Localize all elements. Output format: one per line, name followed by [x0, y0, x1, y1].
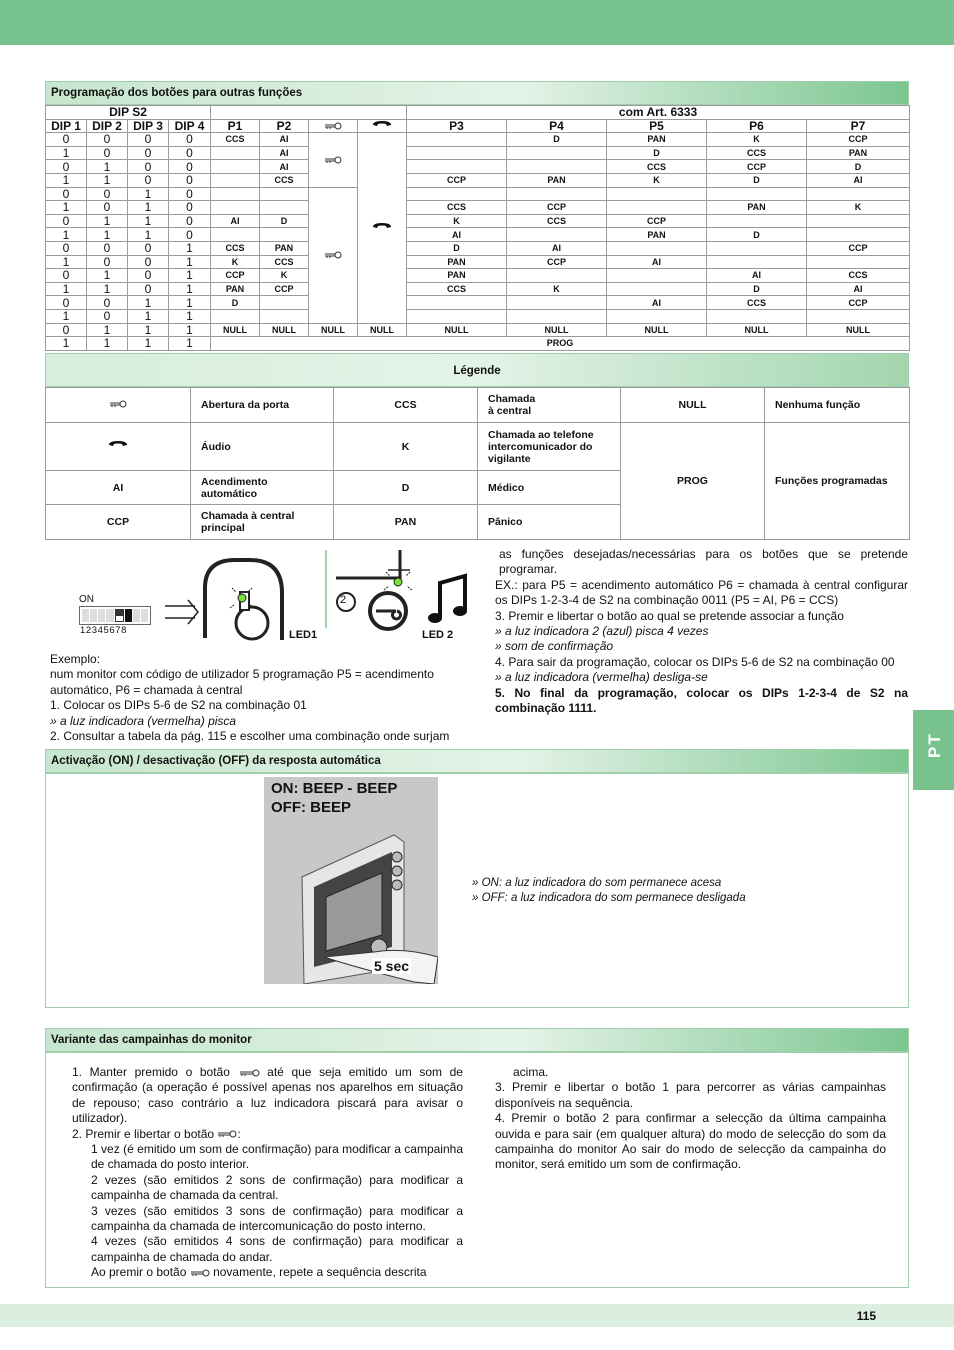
function-cell: AI	[407, 228, 507, 242]
dip-cell: 1	[169, 296, 211, 310]
key-icon	[309, 187, 358, 323]
dip-cell: 0	[46, 160, 87, 174]
column-header: DIP 2	[87, 119, 128, 133]
legend-ccp: CCP	[46, 505, 191, 540]
dip-cell: 1	[87, 323, 128, 337]
section-title: Activação (ON) / desactivação (OFF) da resposta automática	[51, 755, 381, 767]
table-row-null	[46, 323, 910, 337]
null-cell: NULL	[507, 323, 607, 337]
dip-cell: 1	[128, 228, 169, 242]
legend-d-desc: Médico	[478, 471, 621, 505]
dip-cell: 1	[169, 241, 211, 255]
table-row	[46, 309, 910, 323]
function-cell: CCP	[807, 241, 910, 255]
function-cell	[607, 309, 707, 323]
s2-1: 1 vez (é emitido um som de confirmação) para modificar a campainha de chamada do posto interior.	[91, 1142, 463, 1172]
ringtone-step1	[72, 1065, 463, 1127]
dip-cell: 0	[46, 269, 87, 283]
function-cell	[211, 173, 260, 187]
function-cell: AI	[607, 255, 707, 269]
function-cell	[607, 269, 707, 283]
function-cell	[407, 187, 507, 201]
function-cell: K	[260, 269, 309, 283]
section-title: Programação dos botões para outras funções	[51, 87, 303, 99]
function-cell: CCS	[807, 269, 910, 283]
s2-5a: Ao premir o botão	[91, 1265, 187, 1280]
table-row	[46, 282, 910, 296]
example-left	[50, 652, 468, 744]
table-row	[46, 214, 910, 228]
function-cell	[211, 160, 260, 174]
example-step1-note: » a luz indicadora (vermelha) pisca	[50, 713, 237, 728]
function-cell: AI	[260, 160, 309, 174]
dip-cell: 1	[169, 323, 211, 337]
dip-cell: 1	[128, 187, 169, 201]
table-row	[46, 187, 910, 201]
function-cell	[407, 133, 507, 147]
null-cell: NULL	[309, 323, 358, 337]
dip-switch-body	[79, 606, 151, 625]
dip-cell: 1	[46, 173, 87, 187]
dip-cell: 1	[46, 201, 87, 215]
null-cell: NULL	[407, 323, 507, 337]
function-cell: D	[707, 173, 807, 187]
function-cell: CCS	[211, 241, 260, 255]
function-cell	[507, 146, 607, 160]
legend-ai-desc: Acendimento automático	[191, 471, 334, 505]
legend-k: K	[334, 423, 478, 471]
function-cell	[507, 160, 607, 174]
function-cell	[407, 160, 507, 174]
legend-table	[45, 387, 910, 540]
example-text: num monitor com código de utilizador 5 programação P5 = acendimento automático, P6 = chamada à central	[50, 667, 434, 697]
dip-cell: 0	[128, 255, 169, 269]
function-cell	[407, 146, 507, 160]
function-cell: CCP	[707, 160, 807, 174]
function-cell: PAN	[407, 255, 507, 269]
dip-cell: 1	[169, 269, 211, 283]
function-cell	[507, 228, 607, 242]
led1-label: LED1	[289, 629, 318, 641]
example-intro: Exemplo:	[50, 652, 101, 666]
s1b: até que seja emitido um som de confirmação (a operação é possível apenas nos aparelhos em situação de repouso; caso contrário a luz indicadora piscará para avisar o utilizador).	[72, 1065, 463, 1126]
column-header: P3	[407, 119, 507, 133]
table-row	[46, 160, 910, 174]
function-cell: PAN	[607, 228, 707, 242]
language-tab-label: PT	[925, 732, 944, 758]
dip-cell: 0	[87, 255, 128, 269]
dip-cell: 0	[46, 214, 87, 228]
on-beep-label: ON: BEEP - BEEP	[271, 780, 398, 797]
ex-prefix: EX.:	[495, 577, 518, 592]
dip-cell: 1	[128, 337, 169, 351]
legend-ccs-desc: Chamada à central	[478, 388, 621, 423]
column-header: P7	[807, 119, 910, 133]
s2-5c: acima.	[513, 1065, 549, 1079]
function-cell: AI	[807, 282, 910, 296]
function-cell	[607, 187, 707, 201]
example-step2-cont: as funções desejadas/necessárias para os botões que se pretende programar.	[499, 547, 908, 577]
s2-4: 4 vezes (são emitidos 4 sons de confirmação) para modificar a campainha de chamada do andar.	[91, 1234, 463, 1264]
legend-ccp-desc: Chamada à central principal	[191, 505, 334, 540]
dip-cell: 0	[169, 187, 211, 201]
legend-prog-desc: Funções programadas	[765, 423, 910, 540]
dip-cell: 0	[87, 133, 128, 147]
dip-s2-header: DIP S2	[46, 106, 211, 120]
bottom-bar	[0, 1304, 954, 1327]
null-cell: NULL	[607, 323, 707, 337]
function-cell	[211, 309, 260, 323]
dip-cell: 1	[46, 228, 87, 242]
dip-cell: 0	[169, 173, 211, 187]
example-step3-note2: » som de confirmação	[495, 639, 614, 654]
note-on: » ON: a luz indicadora do som permanece acesa	[472, 877, 722, 889]
dip-cell: 0	[169, 160, 211, 174]
ringtones-right	[495, 1065, 886, 1173]
dip-cell: 0	[128, 133, 169, 147]
dip-cell: 1	[128, 214, 169, 228]
function-cell: CCS	[707, 296, 807, 310]
function-cell	[211, 201, 260, 215]
dip-cell: 1	[169, 282, 211, 296]
dip-switch-diagram	[77, 593, 152, 637]
function-cell: K	[211, 255, 260, 269]
function-cell	[260, 187, 309, 201]
s2-5	[72, 1265, 463, 1280]
dip-cell: 0	[169, 146, 211, 160]
dip-cell: 1	[87, 269, 128, 283]
table-row	[46, 228, 910, 242]
ringtones-left	[72, 1065, 463, 1281]
dip-cell: 1	[169, 337, 211, 351]
s1a: 1. Manter premido o botão	[72, 1065, 230, 1079]
function-cell: CCP	[607, 214, 707, 228]
function-cell	[807, 255, 910, 269]
monitor-illustration	[264, 777, 438, 984]
example-ex	[495, 578, 908, 609]
table-row	[46, 133, 910, 147]
function-cell: CCP	[407, 173, 507, 187]
s2b: :	[237, 1126, 241, 1141]
function-cell	[607, 201, 707, 215]
dip-cell: 0	[87, 187, 128, 201]
dip-cell: 0	[87, 309, 128, 323]
dip-cell: 1	[46, 146, 87, 160]
function-cell	[260, 309, 309, 323]
function-cell: CCS	[260, 173, 309, 187]
programming-table	[45, 105, 910, 351]
dip-cell: 0	[169, 228, 211, 242]
function-cell: CCS	[260, 255, 309, 269]
example-step5: 5. No final da programação, colocar os DIPs 1-2-3-4 de S2 na combinação 1111.	[495, 685, 908, 716]
section-header-programming	[45, 81, 909, 105]
dip-cell: 1	[128, 323, 169, 337]
dip-cell: 1	[87, 282, 128, 296]
function-cell	[807, 214, 910, 228]
function-cell: PAN	[507, 173, 607, 187]
function-cell: CCS	[407, 201, 507, 215]
function-cell	[607, 241, 707, 255]
dip-cell: 1	[87, 160, 128, 174]
section-title: Variante das campainhas do monitor	[51, 1034, 252, 1046]
dip-cell: 0	[169, 133, 211, 147]
dip-cell: 1	[169, 255, 211, 269]
ringtone-step3: 3. Premir e libertar o botão 1 para percorrer as várias campainhas disponíveis na sequência.	[495, 1080, 886, 1110]
function-cell	[407, 309, 507, 323]
example-step2: 2. Consultar a tabela da pág. 115 e escolher uma combinação onde surjam	[50, 729, 450, 744]
function-cell	[807, 228, 910, 242]
function-cell: D	[807, 160, 910, 174]
function-cell: AI	[707, 269, 807, 283]
s2-2: 2 vezes (são emitidos 2 sons de confirmação) para modificar a campainha de chamada da central.	[91, 1172, 463, 1203]
dip-numbers: 12345678	[80, 625, 128, 636]
function-cell: D	[507, 133, 607, 147]
dip-cell: 0	[128, 282, 169, 296]
function-cell: D	[211, 296, 260, 310]
example-step3: 3. Premir e libertar o botão ao qual se pretende associar a função	[495, 608, 844, 623]
function-cell	[807, 309, 910, 323]
function-cell	[211, 228, 260, 242]
legend-door: Abertura da porta	[191, 388, 334, 423]
dip-cell: 1	[87, 173, 128, 187]
handset-icon	[358, 133, 407, 323]
function-cell: PAN	[211, 282, 260, 296]
example-step4-note: » a luz indicadora (vermelha) desliga-se	[495, 670, 708, 685]
legend-ccs: CCS	[334, 388, 478, 423]
column-header: P6	[707, 119, 807, 133]
autoanswer-notes	[472, 876, 746, 906]
function-cell: K	[807, 201, 910, 215]
note-off: » OFF: a luz indicadora do som permanece desligada	[472, 892, 746, 904]
table-row	[46, 146, 910, 160]
function-cell	[407, 296, 507, 310]
table-row	[46, 269, 910, 283]
function-cell: K	[607, 173, 707, 187]
function-cell	[707, 309, 807, 323]
dip-cell: 1	[46, 337, 87, 351]
dip-cell: 0	[128, 269, 169, 283]
ringtone-step2	[72, 1127, 463, 1142]
function-cell: AI	[607, 296, 707, 310]
function-cell: PAN	[407, 269, 507, 283]
column-header: P4	[507, 119, 607, 133]
dip-cell: 1	[169, 309, 211, 323]
art-header: com Art. 6333	[407, 106, 910, 120]
top-bar	[0, 0, 954, 45]
null-cell: NULL	[260, 323, 309, 337]
dip-cell: 0	[87, 241, 128, 255]
legend-handset-icon	[46, 423, 191, 471]
function-cell: CCP	[507, 201, 607, 215]
table-row	[46, 296, 910, 310]
function-cell	[260, 296, 309, 310]
led2-label: LED 2	[422, 629, 454, 641]
table-row	[46, 255, 910, 269]
function-cell	[707, 214, 807, 228]
s2a: 2. Premir e libertar o botão	[72, 1126, 215, 1141]
function-cell: D	[407, 241, 507, 255]
section-header-ringtones	[45, 1028, 909, 1052]
function-cell: D	[607, 146, 707, 160]
function-cell: PAN	[707, 201, 807, 215]
legend-pan-desc: Pânico	[478, 505, 621, 540]
function-cell	[507, 296, 607, 310]
led2-number: 2	[340, 594, 347, 606]
null-cell: NULL	[358, 323, 407, 337]
null-cell: NULL	[807, 323, 910, 337]
function-cell: K	[707, 133, 807, 147]
function-cell: CCP	[807, 133, 910, 147]
dip-cell: 0	[128, 160, 169, 174]
function-cell	[260, 201, 309, 215]
legend-prog: PROG	[621, 423, 765, 540]
example-right	[495, 547, 908, 716]
legend-key-icon	[46, 388, 191, 423]
dip-cell: 1	[128, 296, 169, 310]
function-cell: AI	[807, 173, 910, 187]
function-cell	[260, 228, 309, 242]
column-header: DIP 3	[128, 119, 169, 133]
column-header: P1	[211, 119, 260, 133]
five-sec-label: 5 sec	[374, 958, 410, 974]
dip-cell: 1	[87, 228, 128, 242]
legend-title: Légende	[453, 365, 501, 377]
table-row-prog	[46, 337, 910, 351]
function-cell: PAN	[607, 133, 707, 147]
column-header: P2	[260, 119, 309, 133]
ringtone-step4: 4. Premir o botão 2 para confirmar a selecção da última campainha ouvida e para sair (em qualquer altura) do modo de selecção do som da campainha do monitor Ao sair do modo de selecção da campainha do monitor, será emitido um som de confirmação.	[495, 1111, 886, 1172]
function-cell	[211, 146, 260, 160]
column-header: DIP 4	[169, 119, 211, 133]
function-cell	[507, 309, 607, 323]
s2-5b: novamente, repete a sequência descrita	[213, 1265, 427, 1280]
table-row	[46, 173, 910, 187]
s2-3: 3 vezes (são emitidos 3 sons de confirmação) para modificar a campainha da chamada de intercomunicação do posto interno.	[91, 1203, 463, 1234]
function-cell: CCP	[807, 296, 910, 310]
function-cell: CCS	[211, 133, 260, 147]
dip-cell: 0	[46, 133, 87, 147]
dip-cell: 0	[87, 201, 128, 215]
dip-cell: 0	[128, 173, 169, 187]
dip-cell: 1	[128, 309, 169, 323]
key-icon	[238, 1069, 260, 1077]
legend-audio: Áudio	[191, 423, 334, 471]
off-beep-label: OFF: BEEP	[271, 799, 352, 816]
function-cell	[807, 187, 910, 201]
function-cell: CCP	[260, 282, 309, 296]
function-cell: AI	[260, 133, 309, 147]
function-cell: PAN	[807, 146, 910, 160]
legend-null: NULL	[621, 388, 765, 423]
dip-cell: 0	[87, 146, 128, 160]
table-row	[46, 201, 910, 215]
function-cell: AI	[211, 214, 260, 228]
function-cell	[707, 255, 807, 269]
dip-cell: 1	[46, 282, 87, 296]
dip-cell: 1	[128, 201, 169, 215]
key-icon	[190, 1269, 210, 1277]
column-header: P5	[607, 119, 707, 133]
function-cell: K	[507, 282, 607, 296]
dip-cell: 0	[128, 241, 169, 255]
null-cell: NULL	[211, 323, 260, 337]
column-handset-icon	[358, 119, 407, 133]
example-step3-note1: » a luz indicadora 2 (azul) pisca 4 vezes	[495, 624, 709, 639]
function-cell	[707, 241, 807, 255]
function-cell: CCS	[607, 160, 707, 174]
legend-pan: PAN	[334, 505, 478, 540]
page-number: 115	[856, 1309, 876, 1323]
language-tab[interactable]	[913, 710, 954, 790]
function-cell: CCP	[211, 269, 260, 283]
function-cell: CCS	[507, 214, 607, 228]
function-cell	[607, 282, 707, 296]
dip-cell: 1	[87, 337, 128, 351]
function-cell: D	[260, 214, 309, 228]
section-header-autoanswer	[45, 749, 909, 773]
legend-null-desc: Nenhuma função	[765, 388, 910, 423]
dip-cell: 0	[46, 241, 87, 255]
dip-cell: 0	[128, 146, 169, 160]
function-cell: D	[707, 228, 807, 242]
example-step4: 4. Para sair da programação, colocar os DIPs 5-6 de S2 na combinação 00	[495, 654, 895, 669]
prog-cell: PROG	[211, 337, 910, 351]
ex-text: para P5 = acendimento automático P6 = chamada à central configurar os DIPs 1-2-3-4 de S2 na combinação 0011 (P5 = AI, P6 = CCS)	[495, 577, 908, 608]
function-cell: CCS	[707, 146, 807, 160]
function-cell	[707, 187, 807, 201]
column-header: DIP 1	[46, 119, 87, 133]
dip-cell: 1	[46, 309, 87, 323]
dip-cell: 0	[87, 296, 128, 310]
key-icon	[217, 1130, 237, 1138]
dip-cell: 0	[169, 201, 211, 215]
function-cell	[507, 187, 607, 201]
example-step1: 1. Colocar os DIPs 5-6 de S2 na combinação 01	[50, 698, 307, 713]
dip-cell: 1	[46, 255, 87, 269]
function-cell: D	[707, 282, 807, 296]
function-cell: CCP	[507, 255, 607, 269]
dip-cell: 0	[46, 187, 87, 201]
legend-d: D	[334, 471, 478, 505]
legend-ai: AI	[46, 471, 191, 505]
legend-k-desc: Chamada ao telefone intercomunicador do vigilante	[478, 423, 621, 471]
function-cell	[507, 269, 607, 283]
function-cell: K	[407, 214, 507, 228]
function-cell: AI	[260, 146, 309, 160]
dip-cell: 1	[87, 214, 128, 228]
dip-cell: 0	[169, 214, 211, 228]
dip-cell: 0	[46, 296, 87, 310]
table-row	[46, 241, 910, 255]
function-cell	[211, 187, 260, 201]
legend-header	[45, 353, 909, 387]
column-key-icon	[309, 119, 358, 133]
function-cell: AI	[507, 241, 607, 255]
function-cell: CCS	[407, 282, 507, 296]
dip-on-label: ON	[79, 594, 94, 605]
null-cell: NULL	[707, 323, 807, 337]
key-icon	[309, 133, 358, 187]
function-cell: PAN	[260, 241, 309, 255]
dip-cell: 0	[46, 323, 87, 337]
